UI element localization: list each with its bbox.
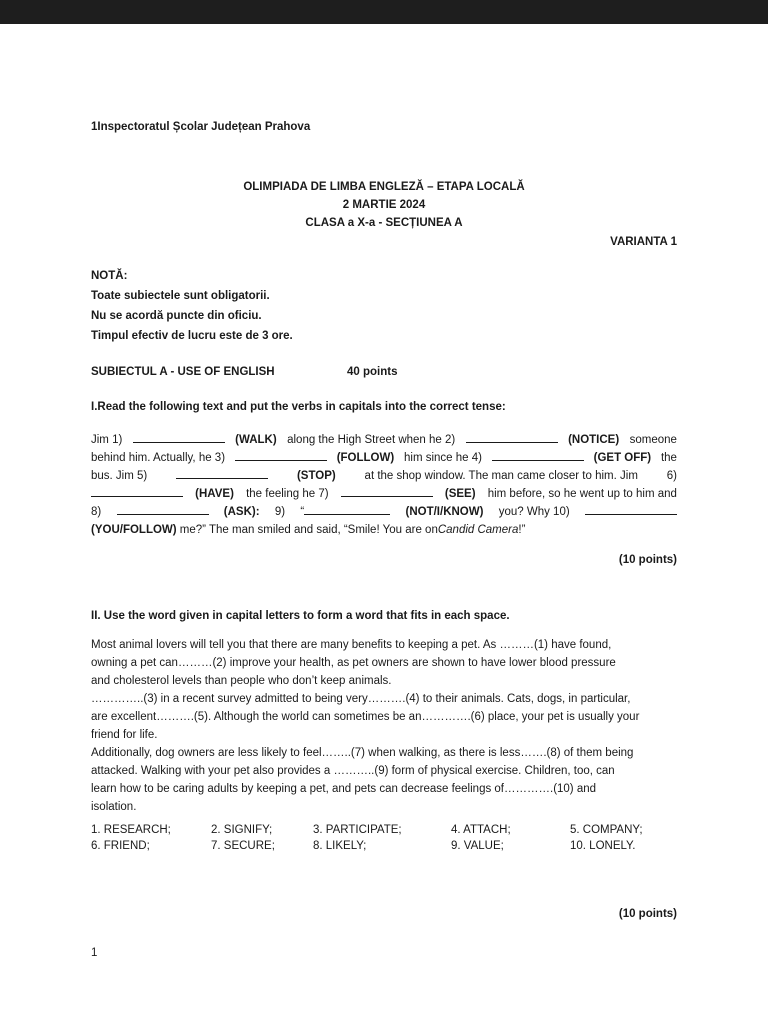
word-option: 9. VALUE; (451, 840, 504, 852)
text-line: isolation. (91, 801, 137, 813)
note-label: NOTĂ: (91, 270, 128, 282)
section2-instruction: II. Use the word given in capital letters to form a word that fits in each space. (91, 610, 510, 622)
answer-blank[interactable] (91, 485, 183, 497)
answer-blank[interactable] (341, 485, 433, 497)
word-option: 8. LIKELY; (313, 840, 367, 852)
answer-blank[interactable] (117, 503, 209, 515)
answer-blank[interactable] (466, 431, 558, 443)
word-option: 3. PARTICIPATE; (313, 824, 402, 836)
text-line: friend for life. (91, 729, 158, 741)
text-line: Jim 1) (WALK) along the High Street when he 2) (NOTICE) someone (91, 431, 677, 449)
text-line: Additionally, dog owners are less likely to feel……..(7) when walking, as there is less…….(8) of them being (91, 747, 634, 759)
note-line: Timpul efectiv de lucru este de 3 ore. (91, 330, 293, 342)
answer-blank[interactable] (176, 467, 268, 479)
text-line: and cholesterol levels than people who don’t keep animals. (91, 675, 392, 687)
top-border-bar (0, 0, 768, 24)
variant-label: VARIANTA 1 (610, 236, 677, 248)
text-line: are excellent……….(5). Although the world can sometimes be an………….(6) place, your pet is usually your (91, 711, 640, 723)
section1-instruction: I.Read the following text and put the verbs in capitals into the correct tense: (91, 401, 506, 413)
class-section: CLASA a X-a - SECȚIUNEA A (305, 217, 463, 229)
document-title: OLIMPIADA DE LIMBA ENGLEZĂ – ETAPA LOCALĂ (243, 181, 525, 193)
answer-blank[interactable] (304, 503, 390, 515)
section2-points: (10 points) (618, 908, 677, 920)
section2-text (91, 636, 677, 816)
text-line: attacked. Walking with your pet also provides a ………..(9) form of physical exercise. Children, too, can (91, 765, 615, 777)
note-line: Nu se acordă puncte din oficiu. (91, 310, 262, 322)
text-line: (YOU/FOLLOW) me?” The man smiled and said, “Smile! You are on Candid Camera !” (91, 524, 526, 536)
word-option: 7. SECURE; (211, 840, 275, 852)
answer-blank[interactable] (492, 449, 584, 461)
word-option: 1. RESEARCH; (91, 824, 171, 836)
note-line: Toate subiectele sunt obligatorii. (91, 290, 270, 302)
text-line: bus. Jim 5) (STOP) at the shop window. The man came closer to him. Jim 6) (91, 467, 677, 485)
answer-blank[interactable] (585, 503, 677, 515)
institution-header: 1Inspectoratul Școlar Județean Prahova (91, 121, 311, 133)
answer-blank[interactable] (235, 449, 327, 461)
subject-points: 40 points (347, 366, 398, 378)
text-line: Most animal lovers will tell you that there are many benefits to keeping a pet. As ………(1) have found, (91, 639, 612, 651)
word-option: 4. ATTACH; (451, 824, 511, 836)
text-line: …………..(3) in a recent survey admitted to being very……….(4) to their animals. Cats, dogs, in particular, (91, 693, 631, 705)
page-number: 1 (91, 947, 98, 959)
exam-date: 2 MARTIE 2024 (342, 199, 426, 211)
section1-points: (10 points) (618, 554, 677, 566)
subject-title: SUBIECTUL A - USE OF ENGLISH (91, 366, 275, 378)
text-line: owning a pet can………(2) improve your health, as pet owners are shown to have lower blood pressure (91, 657, 616, 669)
word-option: 2. SIGNIFY; (211, 824, 273, 836)
text-line: 8) (ASK): 9) “ (NOT/I/KNOW) you? Why 10) (91, 503, 677, 521)
word-option: 5. COMPANY; (570, 824, 643, 836)
text-line: (HAVE) the feeling he 7) (SEE) him before, so he went up to him and (91, 485, 677, 503)
answer-blank[interactable] (133, 431, 225, 443)
word-option: 10. LONELY. (570, 840, 636, 852)
text-line: behind him. Actually, he 3) (FOLLOW) him since he 4) (GET OFF) the (91, 449, 677, 467)
text-line: learn how to be caring adults by keeping a pet, and pets can decrease feelings of………….(10) and (91, 783, 597, 795)
section1-text (91, 431, 677, 539)
word-option: 6. FRIEND; (91, 840, 150, 852)
